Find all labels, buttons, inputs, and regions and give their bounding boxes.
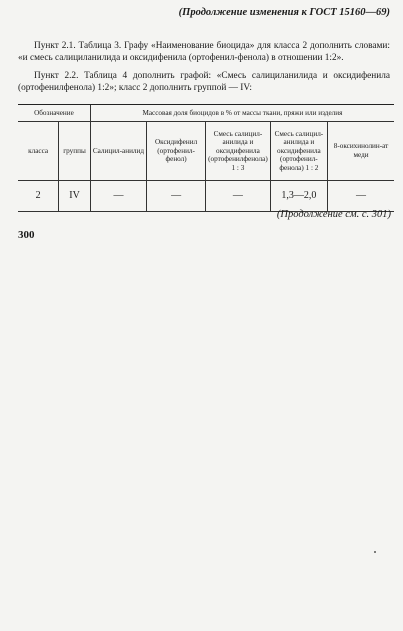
header-designation: Обозначение	[18, 105, 90, 122]
cell-class: 2	[18, 181, 59, 212]
header-mass-fraction: Массовая доля биоцидов в % от массы ткани, пряжи или изделия	[90, 105, 394, 122]
col-mix-1-2: Смесь салицил-анилида и оксидифенила (ортофенил-фенола) 1 : 2	[270, 122, 327, 181]
col-mix-1-3: Смесь салицил-анилида и оксидифенила (ортофенилфенола) 1 : 3	[206, 122, 271, 181]
col-oxyquinolinate: 8-оксихинолин-ат меди	[328, 122, 394, 181]
paragraph-2-1: Пункт 2.1. Таблица 3. Графу «Наименование биоцида» для класса 2 дополнить словами: «и смесь салициланилида и оксидифенила (ортофенил-фенола) в отношении 1:2».	[18, 41, 390, 64]
cell-group: IV	[59, 181, 91, 212]
cell-mix-1-3: —	[206, 181, 271, 212]
biocide-table	[18, 104, 394, 212]
paragraph-2-2: Пункт 2.2. Таблица 4 дополнить графой: «Смесь салициланилида и оксидифенила (ортофенилфенола) 1:2»; класс 2 дополнить группой — IV:	[18, 71, 390, 94]
cell-oxydiphenyl: —	[147, 181, 206, 212]
col-class: класса	[18, 122, 59, 181]
cell-salicylanilide: —	[90, 181, 146, 212]
cell-oxyquinolinate: —	[328, 181, 394, 212]
cell-mix-1-2: 1,3—2,0	[270, 181, 327, 212]
col-salicylanilide: Салицил-анилид	[90, 122, 146, 181]
continuation-note: (Продолжение см. с. 301)	[276, 209, 391, 220]
col-group: группы	[59, 122, 91, 181]
speck	[374, 551, 376, 553]
table-row	[18, 181, 394, 212]
page-number: 300	[18, 229, 35, 241]
continuation-header: (Продолжение изменения к ГОСТ 15160—69)	[178, 7, 390, 18]
col-oxydiphenyl: Оксидифенил (ортофенил-фенол)	[147, 122, 206, 181]
